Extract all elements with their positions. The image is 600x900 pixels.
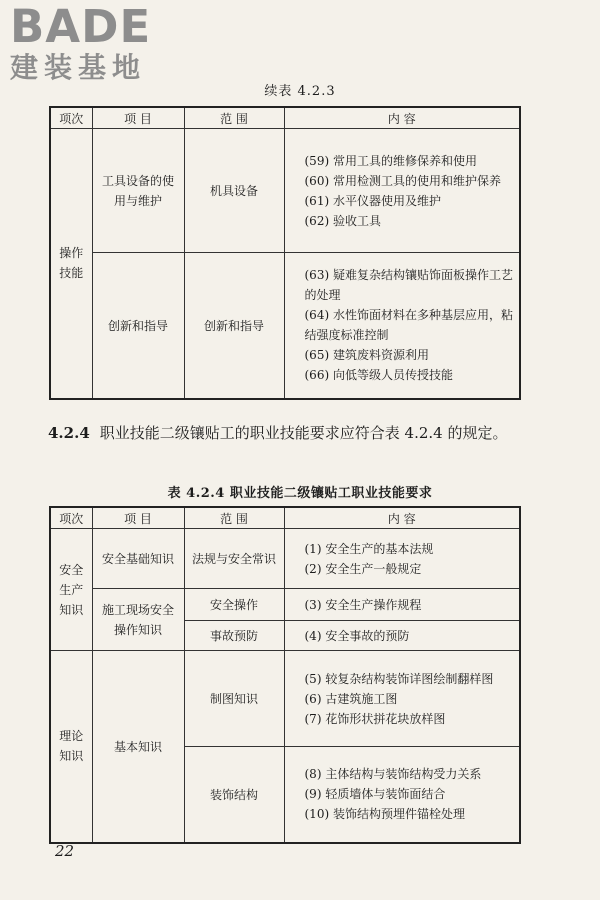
content-line: (59) 常用工具的维修保养和使用 <box>304 153 477 168</box>
category-label: 理论知识 <box>59 729 84 764</box>
content-cell <box>284 589 520 621</box>
header-cell: 范 围 <box>184 507 284 529</box>
table-4-2-3-continued <box>49 106 521 400</box>
header-cell: 内 容 <box>284 507 520 529</box>
category-cell <box>50 651 92 843</box>
category-label: 操作技能 <box>59 246 84 281</box>
content-line: (8) 主体结构与装饰结构受力关系 <box>304 767 482 782</box>
scope-cell: 事故预防 <box>184 621 284 651</box>
header-cell: 内 容 <box>284 107 520 129</box>
table-row <box>50 529 520 589</box>
logo <box>10 0 152 84</box>
table-row <box>50 129 520 253</box>
content-cell <box>284 529 520 589</box>
header-cell: 项次 <box>50 507 92 529</box>
content-cell <box>284 129 520 253</box>
section-text: 职业技能二级镶贴工的职业技能要求应符合表 4.2.4 的规定。 <box>99 424 508 442</box>
item-cell: 安全基础知识 <box>92 529 184 589</box>
table-row <box>50 253 520 399</box>
item-label: 施工现场安全操作知识 <box>101 602 174 637</box>
item-cell <box>92 129 184 253</box>
item-cell <box>92 589 184 651</box>
content-line: (6) 古建筑施工图 <box>304 691 398 706</box>
section-number: 4.2.4 <box>48 424 90 442</box>
table-header-row <box>50 107 520 129</box>
scope-cell: 创新和指导 <box>184 253 284 399</box>
content-line: (60) 常用检测工具的使用和维护保养 <box>304 173 501 188</box>
table-row <box>50 589 520 621</box>
content-cell <box>284 651 520 747</box>
scope-cell: 装饰结构 <box>184 747 284 843</box>
scope-cell: 法规与安全常识 <box>184 529 284 589</box>
content-line: (65) 建筑废料资源利用 <box>304 348 429 363</box>
table-4-2-4-title: 表 4.2.4 职业技能二级镶贴工职业技能要求 <box>167 486 433 501</box>
item-cell: 基本知识 <box>92 651 184 843</box>
content-cell <box>284 621 520 651</box>
table-row <box>50 651 520 747</box>
category-cell <box>50 129 92 399</box>
scope-cell: 制图知识 <box>184 651 284 747</box>
logo-text-en: BADE <box>10 0 152 53</box>
content-line: (4) 安全事故的预防 <box>304 628 410 643</box>
table-header-row <box>50 507 520 529</box>
content-cell <box>284 747 520 843</box>
category-label: 安全生产知识 <box>59 562 84 617</box>
content-cell <box>284 253 520 399</box>
table-4-2-4 <box>49 506 521 844</box>
content-line: (64) 水性饰面材料在多种基层应用，粘结强度标准控制 <box>304 308 513 343</box>
logo-text-cn: 建装基地 <box>10 51 147 84</box>
item-cell: 创新和指导 <box>92 253 184 399</box>
scope-cell: 安全操作 <box>184 589 284 621</box>
content-line: (7) 花饰形状拼花块放样图 <box>304 711 446 726</box>
continued-table-title: 续表 4.2.3 <box>264 84 336 99</box>
section-4-2-4 <box>48 420 558 446</box>
header-cell: 项 目 <box>92 507 184 529</box>
content-line: (2) 安全生产一般规定 <box>304 561 422 576</box>
content-line: (1) 安全生产的基本法规 <box>304 541 434 556</box>
content-line: (63) 疑难复杂结构镶贴饰面板操作工艺的处理 <box>304 268 513 303</box>
scope-cell: 机具设备 <box>184 129 284 253</box>
content-line: (5) 较复杂结构装饰详图绘制翻样图 <box>304 671 494 686</box>
header-cell: 范 围 <box>184 107 284 129</box>
content-line: (62) 验收工具 <box>304 213 381 228</box>
item-label: 工具设备的使用与维护 <box>101 173 174 208</box>
content-line: (66) 向低等级人员传授技能 <box>304 368 453 383</box>
content-line: (3) 安全生产操作规程 <box>304 597 422 612</box>
header-cell: 项 目 <box>92 107 184 129</box>
category-cell <box>50 529 92 651</box>
header-cell: 项次 <box>50 107 92 129</box>
content-line: (9) 轻质墙体与装饰面结合 <box>304 787 446 802</box>
page-number: 22 <box>55 842 75 860</box>
content-line: (61) 水平仪器使用及维护 <box>304 193 441 208</box>
content-line: (10) 装饰结构预埋件锚栓处理 <box>304 807 465 822</box>
